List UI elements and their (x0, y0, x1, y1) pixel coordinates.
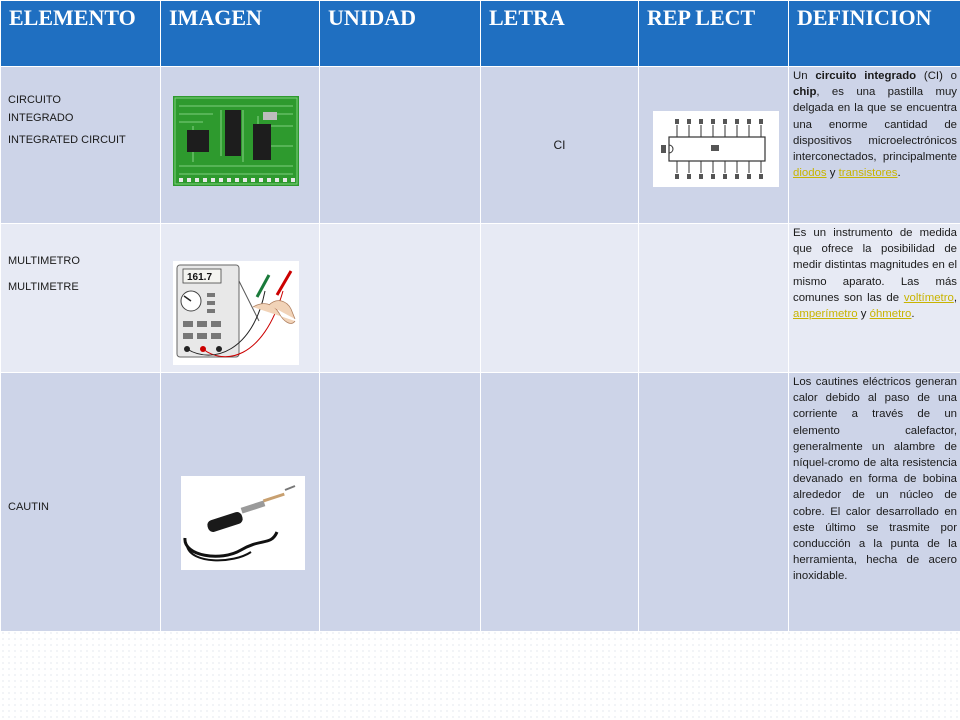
letra-value: CI (553, 138, 566, 152)
ic-chip-symbol (653, 111, 779, 187)
cell-elemento (1, 373, 161, 632)
header-letra: LETRA (481, 1, 639, 67)
definition-text: Los cautines eléctricos generan calor debido al paso de una corriente a través de un elemento calefactor, generalmente un alambre de níquel-cromo de alta resistencia devanado en forma de bobina alrededor de un núcleo de cobre. El calor desarrollado en este último se trasmite por conducción a la punta de la herramienta, hecha de acero inoxidable. (793, 376, 957, 583)
link-diodos[interactable]: diodos (793, 167, 827, 180)
multimeter-photo (173, 261, 299, 365)
cell-unidad (320, 224, 481, 373)
element-name-line: CIRCUITO (8, 94, 61, 106)
element-name-line: MULTIMETRE (8, 281, 79, 293)
element-name-line: INTEGRADO (8, 112, 74, 124)
cell-imagen (161, 67, 320, 224)
cell-unidad (320, 373, 481, 632)
cell-unidad (320, 67, 481, 224)
link-transistores[interactable]: transistores (838, 167, 898, 180)
header-elemento: ELEMENTO (1, 1, 161, 67)
link-voltimetro[interactable]: voltímetro (903, 291, 954, 304)
cell-imagen (161, 224, 320, 373)
cell-letra (481, 67, 639, 224)
header-unidad: UNIDAD (320, 1, 481, 67)
link-ohmetro[interactable]: óhmetro (869, 308, 912, 321)
link-amperimetro[interactable]: amperímetro (793, 308, 858, 321)
cell-rep-lect (639, 373, 789, 632)
meter-reading: 161.7 (187, 272, 213, 283)
cell-rep-lect (639, 67, 789, 224)
cell-elemento (1, 67, 161, 224)
definition-text: Es un instrumento de medida que ofrece la posibilidad de medir distintas magnitudes en el mismo aparato. Las más comunes son las de voltímetro, amperímetro y óhmetro. (793, 227, 957, 321)
soldering-iron-photo (181, 476, 305, 570)
cell-definicion (789, 224, 960, 373)
background-pattern (0, 630, 960, 720)
header-rep-lect: REP LECT (639, 1, 789, 67)
cell-definicion (789, 67, 960, 224)
element-name-line: CAUTIN (8, 501, 49, 513)
cell-letra (481, 224, 639, 373)
header-row (1, 1, 960, 67)
table-row (1, 67, 960, 224)
element-name-line: MULTIMETRO (8, 255, 80, 267)
cell-definicion (789, 373, 960, 632)
cell-imagen (161, 373, 320, 632)
table-row (1, 224, 960, 373)
header-imagen: IMAGEN (161, 1, 320, 67)
header-definicion: DEFINICION (789, 1, 960, 67)
cell-elemento (1, 224, 161, 373)
integrated-circuit-board-photo (173, 96, 299, 186)
element-name-line: INTEGRATED CIRCUIT (8, 134, 126, 146)
definition-text: Un circuito integrado (CI) o chip, es una pastilla muy delgada en la que se encuentra una enorme cantidad de dispositivos microelectrónicos interconectados, principalmente diodos y transistores. (793, 70, 957, 180)
table-row (1, 373, 960, 632)
cell-letra (481, 373, 639, 632)
cell-rep-lect (639, 224, 789, 373)
